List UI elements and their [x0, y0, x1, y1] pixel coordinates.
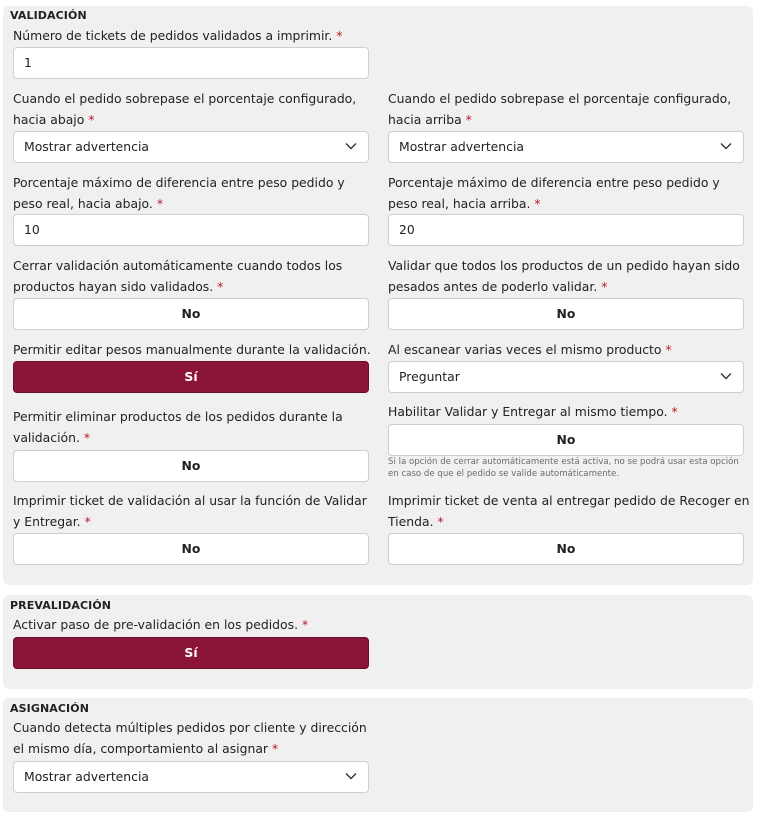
- label-peso-abajo: Porcentaje máximo de diferencia entre peso pedido y peso real, hacia abajo. *: [13, 175, 345, 211]
- label-validar-entregar: Habilitar Validar y Entregar al mismo tiempo. *: [388, 404, 678, 419]
- label-imprimir-venta: Imprimir ticket de venta al entregar pedido de Recoger en Tienda. *: [388, 493, 750, 529]
- chevron-down-icon: [345, 142, 357, 150]
- label-imprimir-validacion: Imprimir ticket de validación al usar la función de Validar y Entregar. *: [13, 493, 367, 529]
- label-cerrar-auto: Cerrar validación automáticamente cuando todos los productos hayan sido validados. *: [13, 258, 343, 294]
- imprimir-validacion-toggle[interactable]: No: [13, 533, 369, 565]
- label-eliminar-productos: Permitir eliminar productos de los pedidos durante la validación. *: [13, 409, 343, 445]
- peso-abajo-input[interactable]: 10: [13, 214, 369, 246]
- peso-arriba-input[interactable]: 20: [388, 214, 744, 246]
- editar-pesos-toggle[interactable]: Sí: [13, 361, 369, 393]
- eliminar-productos-toggle[interactable]: No: [13, 450, 369, 482]
- section-title-asignacion: ASIGNACIÓN: [10, 702, 89, 715]
- chevron-down-icon: [720, 142, 732, 150]
- escanear-varias-select[interactable]: Preguntar: [388, 361, 744, 393]
- tickets-input[interactable]: 1: [13, 47, 369, 79]
- label-escanear-varias: Al escanear varias veces el mismo producto *: [388, 342, 672, 357]
- label-porcentaje-abajo: Cuando el pedido sobrepase el porcentaje configurado, hacia abajo *: [13, 91, 357, 127]
- cerrar-auto-toggle[interactable]: No: [13, 298, 369, 330]
- prevalidacion-toggle[interactable]: Sí: [13, 637, 369, 669]
- chevron-down-icon: [345, 772, 357, 780]
- section-title-validacion: VALIDACIÓN: [10, 9, 87, 22]
- porcentaje-abajo-select[interactable]: Mostrar advertencia: [13, 131, 369, 163]
- porcentaje-arriba-select[interactable]: Mostrar advertencia: [388, 131, 744, 163]
- label-prevalidacion: Activar paso de pre-validación en los pedidos. *: [13, 617, 309, 632]
- label-multiples-pedidos: Cuando detecta múltiples pedidos por cliente y dirección el mismo día, comportamiento al asignar *: [13, 720, 367, 756]
- label-peso-arriba: Porcentaje máximo de diferencia entre peso pedido y peso real, hacia arriba. *: [388, 175, 720, 211]
- label-validar-pesados: Validar que todos los productos de un pedido hayan sido pesados antes de poderlo validar. *: [388, 258, 740, 294]
- label-porcentaje-arriba: Cuando el pedido sobrepase el porcentaje configurado, hacia arriba *: [388, 91, 732, 127]
- validar-pesados-toggle[interactable]: No: [388, 298, 744, 330]
- validar-entregar-hint: Si la opción de cerrar automáticamente está activa, no se podrá usar esta opción en caso de que el pedido se valide automáticamente.: [388, 457, 739, 479]
- section-title-prevalidacion: PREVALIDACIÓN: [10, 599, 112, 612]
- multiples-pedidos-select[interactable]: Mostrar advertencia: [13, 761, 369, 793]
- chevron-down-icon: [720, 372, 732, 380]
- label-tickets: Número de tickets de pedidos validados a imprimir. *: [13, 28, 343, 43]
- imprimir-venta-toggle[interactable]: No: [388, 533, 744, 565]
- validar-entregar-toggle[interactable]: No: [388, 424, 744, 456]
- label-editar-pesos: Permitir editar pesos manualmente durante la validación.: [13, 342, 371, 357]
